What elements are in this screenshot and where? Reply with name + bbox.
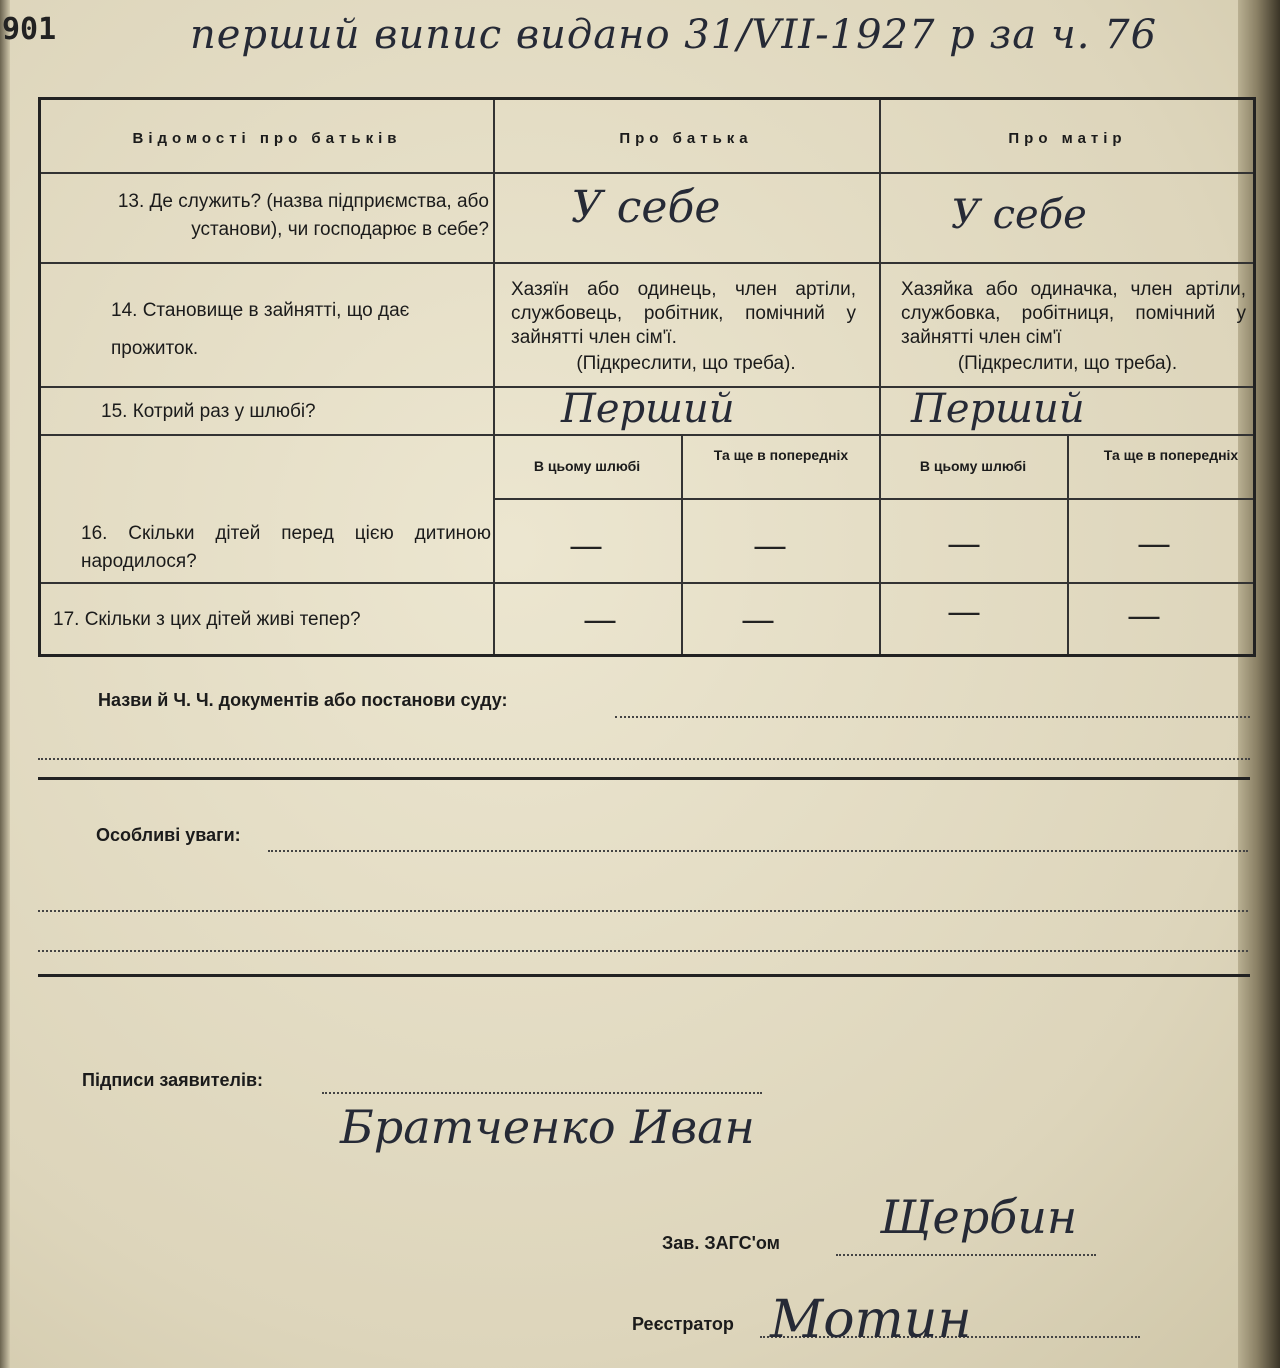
q15-father-value: Перший <box>561 386 735 432</box>
q13-label: 13. Де служить? (назва підприємства, або установи), чи господарює в себе? <box>117 191 489 240</box>
remarks-line-1[interactable] <box>268 850 1248 852</box>
q14-mother-options: Хазяйка або одиначка, член артіли, службовка, робітниця, помічний у зайнятті член сім'ї <box>901 279 1246 348</box>
margin-number: 901 <box>2 12 57 47</box>
q17-father-previous: — <box>741 600 775 640</box>
q14-father-options: Хазяїн або одинець, член артіли, службовець, робітник, помічний у зайнятті член сім'ї. <box>511 279 856 348</box>
page-edge-shadow <box>0 0 10 1368</box>
q15-mother-value: Перший <box>911 386 1085 432</box>
section-divider-1 <box>38 777 1250 780</box>
registrar-signature: Мотин <box>770 1290 972 1350</box>
documents-line-1[interactable] <box>615 716 1250 718</box>
zags-head-label: Зав. ЗАГС'ом <box>662 1233 780 1253</box>
subheader-father-this-marriage: В цьому шлюбі <box>533 458 641 474</box>
col-divider-mother-sub <box>1067 434 1069 654</box>
zags-head-signature: Щербин <box>880 1190 1078 1244</box>
applicants-label: Підписи заявителів: <box>82 1070 264 1090</box>
q17-father-this: — <box>583 600 617 640</box>
remarks-label: Особливі уваги: <box>96 825 241 845</box>
applicant-signature: Братченко Иван <box>340 1100 755 1154</box>
q16-label: 16. Скільки дітей перед цією дитиною народилося? <box>81 523 491 572</box>
header-mother: Про матір <box>1008 130 1127 147</box>
subheader-separator <box>493 498 1253 500</box>
subheader-mother-previous: Та ще в попередніх <box>1103 447 1239 463</box>
q16-mother-this: — <box>947 524 981 564</box>
zags-signature-line[interactable] <box>836 1254 1096 1256</box>
remarks-line-2[interactable] <box>38 910 1248 912</box>
section-divider-2 <box>38 974 1250 977</box>
q16-father-previous: — <box>753 526 787 566</box>
documents-label: Назви й Ч. Ч. документів або постанови суду: <box>98 690 508 710</box>
subheader-father-previous: Та ще в попередніх <box>713 447 849 463</box>
header-father: Про батька <box>619 130 753 147</box>
registrar-label: Реєстратор <box>632 1314 734 1334</box>
documents-line-2[interactable] <box>38 758 1250 760</box>
subheader-mother-this-marriage: В цьому шлюбі <box>919 458 1027 474</box>
q15-label: 15. Котрий раз у шлюбі? <box>101 401 316 422</box>
q17-mother-this: — <box>947 592 981 632</box>
handwritten-top-note: перший випис видано 31/VII-1927 р за ч. 76 <box>190 12 1158 58</box>
header-parents-info: Відомості про батьків <box>132 130 402 147</box>
q14-father-note: (Підкреслити, що треба). <box>576 353 796 374</box>
remarks-line-3[interactable] <box>38 950 1248 952</box>
q14-mother-note: (Підкреслити, що треба). <box>957 353 1178 374</box>
q17-label: 17. Скільки з цих дітей живі тепер? <box>53 609 361 630</box>
q13-father-value: У себе <box>571 182 721 233</box>
col-divider-father-sub <box>681 434 683 654</box>
q16-mother-previous: — <box>1137 524 1171 564</box>
q14-label: 14. Становище в зайнятті, що дає прожиток. <box>111 300 410 359</box>
q17-mother-previous: — <box>1127 596 1161 636</box>
parents-info-table <box>38 97 1256 657</box>
applicants-signature-line[interactable] <box>322 1092 762 1094</box>
q13-mother-value: У себе <box>951 192 1087 238</box>
q16-father-this: — <box>569 526 603 566</box>
